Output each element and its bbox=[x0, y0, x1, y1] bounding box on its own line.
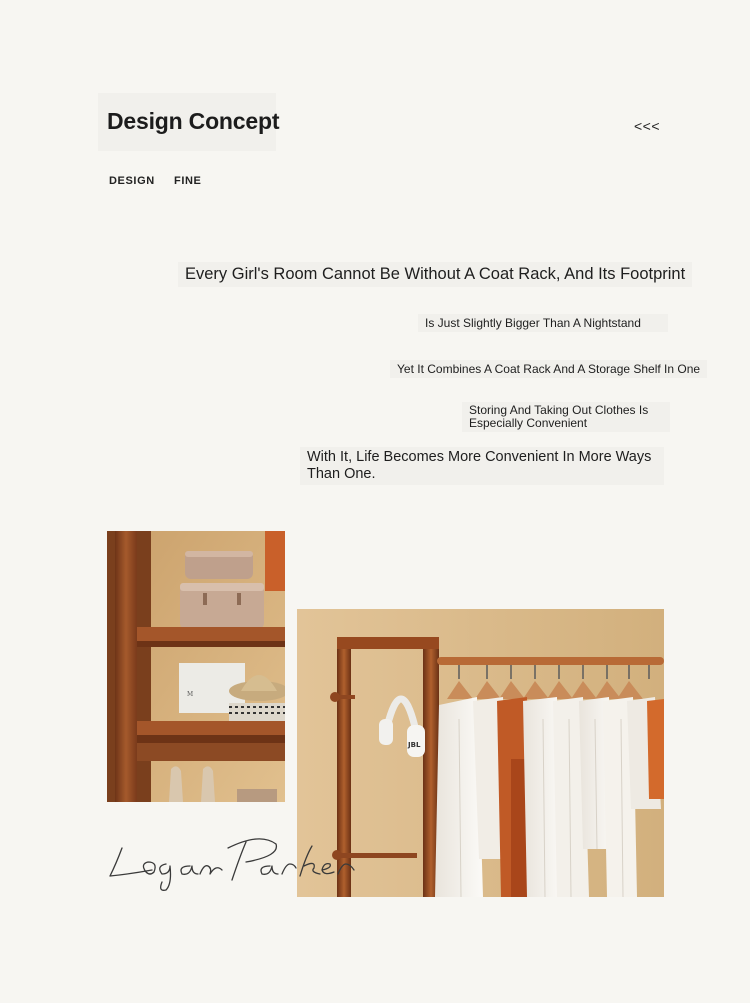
tag-design: DESIGN bbox=[109, 175, 155, 187]
shelf-with-boxes-photo bbox=[107, 531, 285, 802]
copy-line-2: Is Just Slightly Bigger Than A Nightstand bbox=[418, 314, 668, 332]
copy-line-5: With It, Life Becomes More Convenient In More Ways Than One. bbox=[300, 447, 664, 485]
copy-line-1: Every Girl's Room Cannot Be Without A Coat Rack, And Its Footprint bbox=[178, 262, 692, 287]
page-title-text: Design Concept bbox=[107, 108, 280, 134]
copy-line-3: Yet It Combines A Coat Rack And A Storage Shelf In One bbox=[390, 360, 707, 378]
tag-fine: FINE bbox=[174, 175, 202, 187]
back-arrows-button[interactable]: <<< bbox=[634, 118, 661, 134]
copy-line-4: Storing And Taking Out Clothes Is Especially Convenient bbox=[462, 402, 670, 432]
signature bbox=[100, 826, 370, 906]
page-title bbox=[98, 93, 280, 151]
headphone-brand-label: JBL bbox=[408, 741, 421, 749]
svg-text:M: M bbox=[187, 691, 194, 698]
